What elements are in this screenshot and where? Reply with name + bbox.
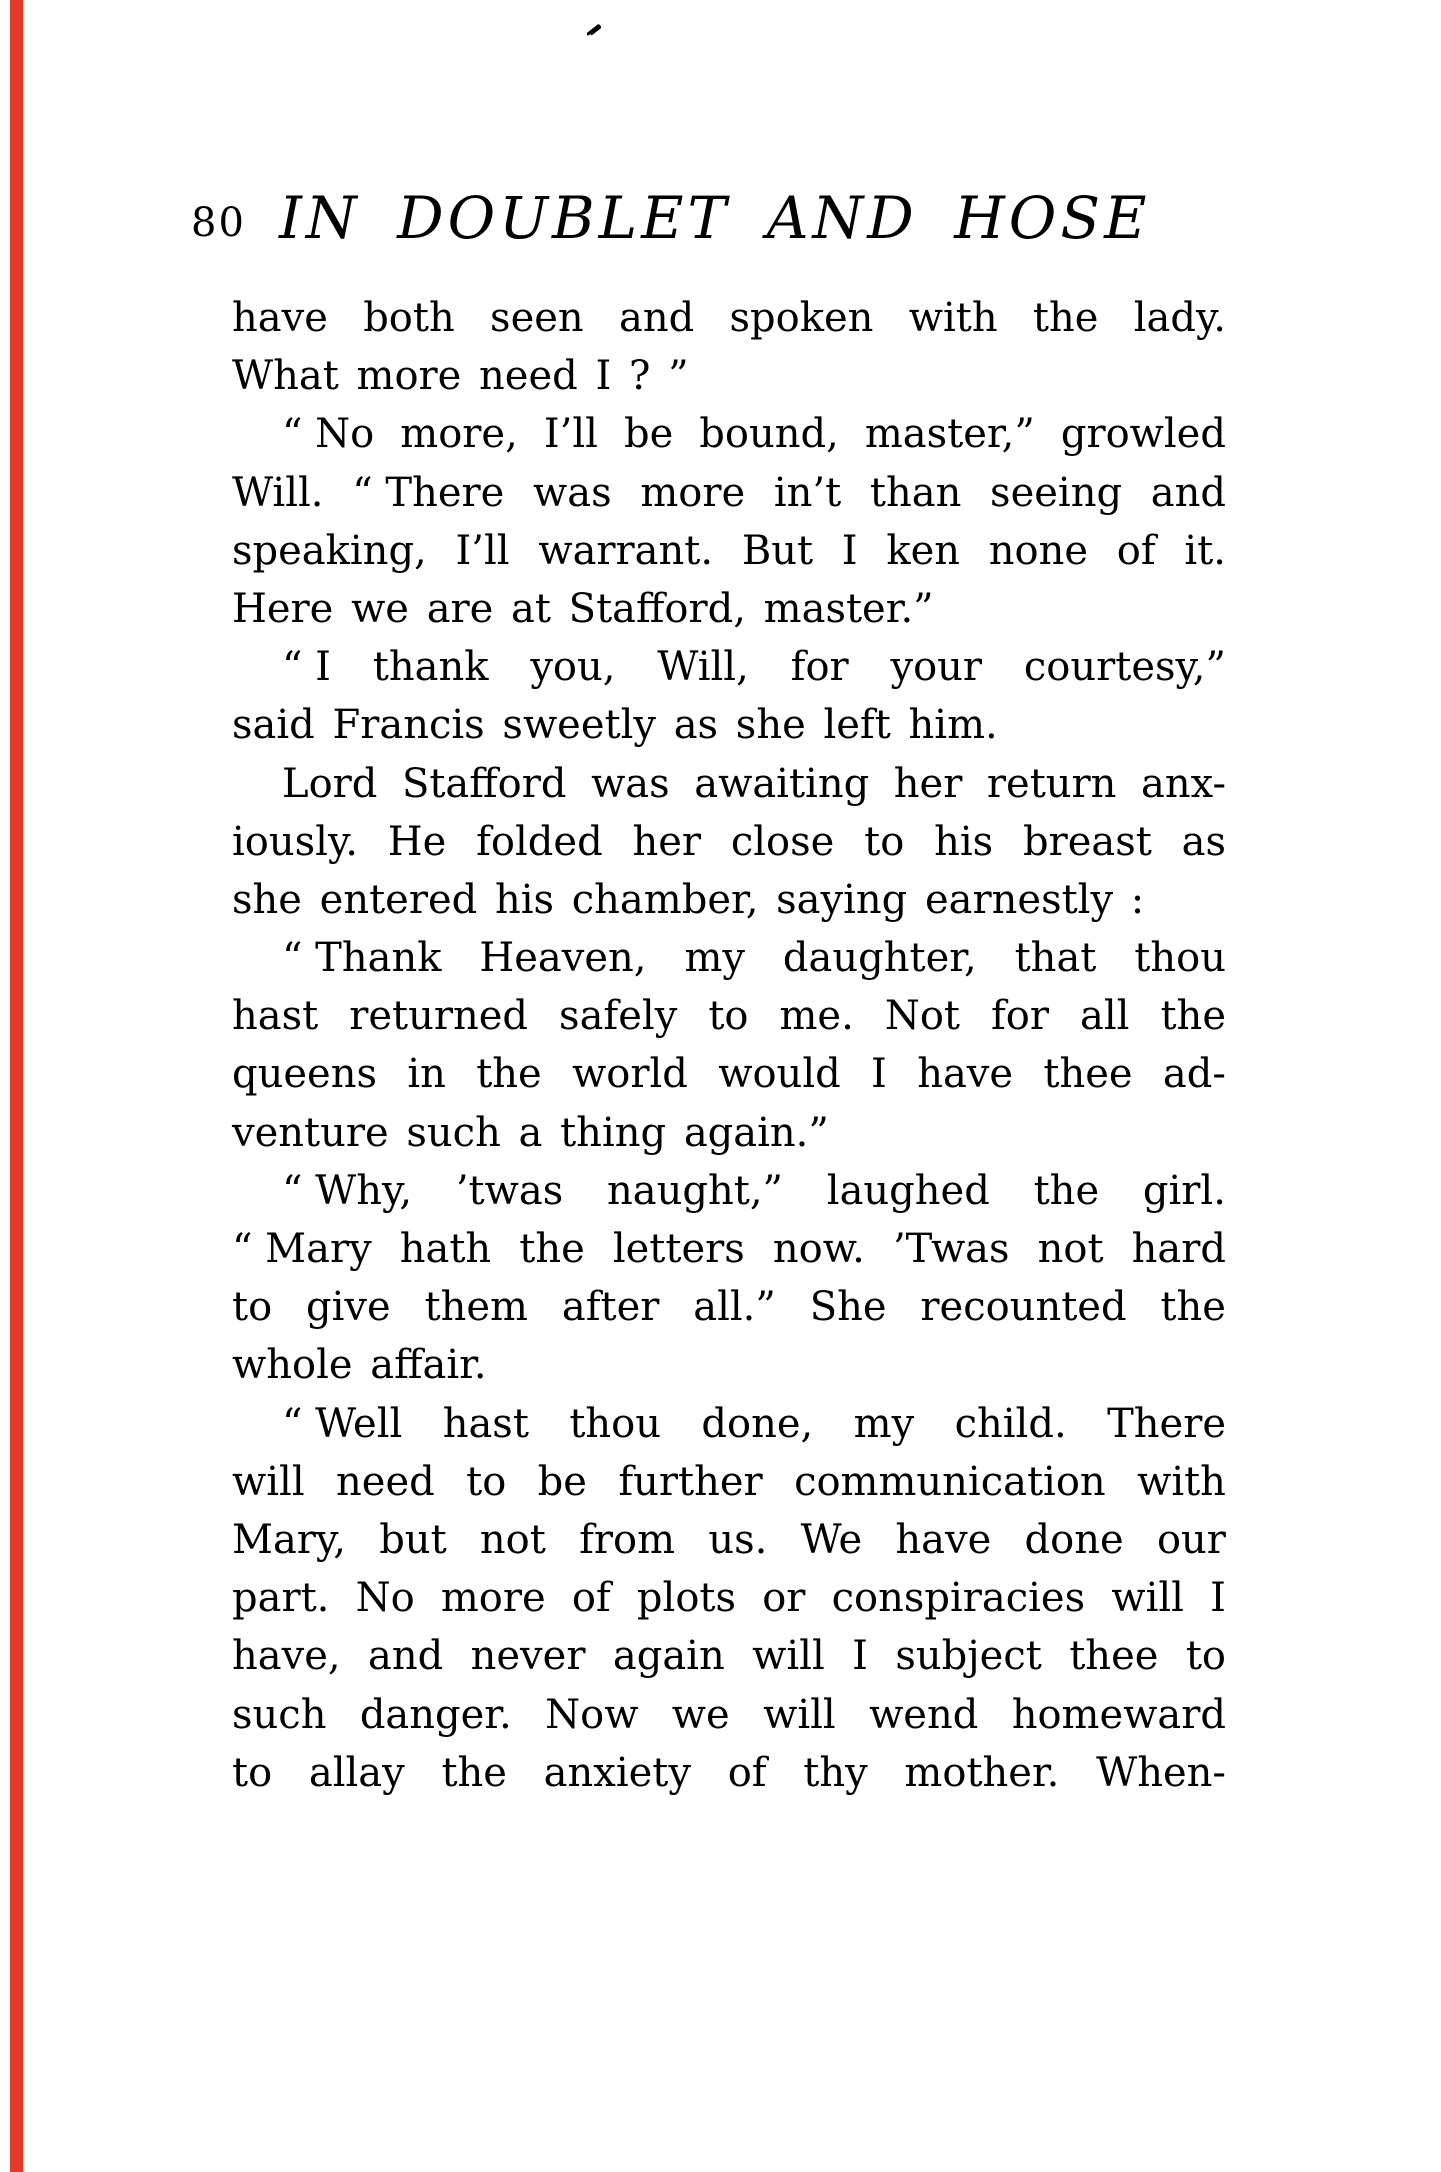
word: was	[591, 760, 670, 807]
ink-speck	[586, 24, 602, 38]
word: for	[991, 993, 1050, 1040]
word: ’Twas	[892, 1226, 1010, 1272]
word: lady.	[1133, 295, 1226, 341]
word: mother.	[904, 1749, 1060, 1796]
word: seen	[490, 295, 584, 341]
text-line	[232, 1569, 1226, 1627]
word: for	[790, 644, 849, 691]
word: and	[619, 295, 695, 341]
word: thou	[569, 1400, 661, 1447]
word: “ Why,	[282, 1167, 413, 1214]
text-line	[232, 289, 1226, 347]
word: “ I	[282, 644, 331, 691]
word: you,	[530, 644, 616, 691]
text-line	[232, 1744, 1226, 1802]
text-line	[232, 813, 1226, 871]
word: the	[1160, 993, 1226, 1040]
word: need	[336, 1458, 435, 1505]
word: thank	[372, 644, 489, 691]
word: but	[379, 1516, 447, 1563]
word: give	[306, 1284, 391, 1331]
word: awaiting	[694, 760, 870, 807]
text-line	[232, 1278, 1226, 1336]
word: further	[618, 1458, 763, 1505]
text-line: whole affair.	[232, 1342, 487, 1389]
word: again	[612, 1633, 725, 1680]
word: recounted	[920, 1284, 1127, 1331]
word: “ No	[282, 411, 375, 458]
word: or	[762, 1575, 806, 1622]
word: of	[1116, 527, 1156, 574]
word: will	[763, 1691, 836, 1738]
word: speaking,	[232, 527, 427, 574]
word: bound,	[699, 411, 839, 458]
text-line	[232, 1220, 1226, 1278]
word: plots	[636, 1575, 737, 1622]
text-line	[232, 1511, 1226, 1569]
word: not	[1037, 1226, 1104, 1272]
word: more,	[400, 411, 518, 458]
word: hast	[442, 1400, 529, 1447]
word: world	[572, 1051, 688, 1098]
text-line: venture such a thing again.”	[232, 1109, 829, 1156]
word: Heaven,	[479, 935, 647, 982]
word: return	[986, 760, 1117, 807]
word: that	[1014, 935, 1097, 982]
word: in	[407, 1051, 446, 1098]
word: all.”	[693, 1284, 776, 1331]
word: girl.	[1142, 1167, 1226, 1214]
word: her	[893, 760, 963, 807]
word: our	[1156, 1516, 1226, 1563]
running-title: IN DOUBLET AND HOSE	[279, 184, 1151, 252]
page-number: 80	[191, 200, 246, 246]
word: will	[752, 1633, 825, 1680]
word: thou	[1134, 935, 1226, 982]
word: When-	[1096, 1749, 1226, 1796]
text-line	[232, 1162, 1226, 1220]
word: folded	[476, 818, 603, 865]
word: have	[232, 295, 328, 341]
word: of	[727, 1749, 767, 1796]
text-line	[232, 755, 1226, 813]
word: than	[869, 469, 962, 516]
text-line	[232, 1045, 1226, 1103]
word: not	[479, 1516, 546, 1563]
word: I	[871, 1051, 887, 1098]
word: child.	[954, 1400, 1067, 1447]
word: safely	[559, 993, 678, 1040]
text-line	[232, 522, 1226, 580]
word: hard	[1131, 1226, 1226, 1272]
text-line	[232, 1686, 1226, 1744]
word: ken	[886, 527, 960, 574]
word: more	[640, 469, 746, 516]
word: “ There	[352, 469, 505, 516]
word: He	[387, 818, 447, 865]
text-line: she entered his chamber, saying earnestly :	[232, 876, 1145, 923]
word: I’ll	[455, 527, 510, 574]
word: Will,	[657, 644, 749, 691]
word: naught,”	[607, 1167, 783, 1214]
word: There	[1107, 1400, 1226, 1447]
word: done,	[701, 1400, 814, 1447]
word: to	[864, 818, 905, 865]
word: Will.	[232, 469, 324, 516]
word: We	[800, 1516, 863, 1563]
word: will	[232, 1458, 305, 1505]
word: the	[441, 1749, 507, 1796]
word: But	[741, 527, 814, 574]
word: hast	[232, 993, 319, 1040]
word: “ Mary	[232, 1226, 372, 1272]
word: courtesy,”	[1023, 644, 1226, 691]
text-line	[232, 464, 1226, 522]
word: I	[1210, 1575, 1226, 1622]
word: me.	[779, 993, 854, 1040]
word: thee	[1043, 1051, 1133, 1098]
word: Mary,	[232, 1516, 346, 1563]
text-line	[232, 1453, 1226, 1511]
word: never	[470, 1633, 586, 1680]
word: none	[988, 527, 1089, 574]
word: would	[718, 1051, 841, 1098]
word: ’twas	[455, 1167, 564, 1214]
word: iously.	[232, 818, 358, 865]
word: to	[1185, 1633, 1226, 1680]
word: seeing	[990, 469, 1123, 516]
word: the	[1032, 295, 1099, 341]
word: “ Well	[282, 1400, 403, 1447]
word: his	[934, 818, 994, 865]
word: breast	[1022, 818, 1152, 865]
word: daughter,	[782, 935, 977, 982]
word: ad-	[1162, 1051, 1226, 1098]
text-line	[232, 405, 1226, 463]
word: be	[623, 411, 674, 458]
word: danger.	[359, 1691, 512, 1738]
text-line	[232, 638, 1226, 696]
word: be	[537, 1458, 587, 1505]
word: her	[632, 818, 702, 865]
word: done	[1024, 1516, 1124, 1563]
word: subject	[895, 1633, 1042, 1680]
word: letters	[612, 1226, 745, 1272]
word: have	[895, 1516, 992, 1563]
word: all	[1080, 993, 1130, 1040]
word: the	[1033, 1167, 1100, 1214]
text-body	[232, 289, 1226, 1802]
word: have	[917, 1051, 1014, 1098]
word: anx-	[1140, 760, 1226, 807]
word: returned	[349, 993, 529, 1040]
text-line: Here we are at Stafford, master.”	[232, 585, 934, 632]
word: in’t	[773, 469, 842, 516]
word: conspiracies	[831, 1575, 1086, 1622]
word: it.	[1184, 527, 1226, 574]
word: I	[841, 527, 858, 574]
word: close	[730, 818, 835, 865]
word: them	[424, 1284, 528, 1331]
word: with	[908, 295, 998, 341]
word: with	[1137, 1458, 1226, 1505]
text-line	[232, 929, 1226, 987]
word: spoken	[729, 295, 874, 341]
word: now.	[772, 1226, 865, 1272]
word: and	[1150, 469, 1226, 516]
word: master,”	[864, 411, 1035, 458]
word: queens	[232, 1051, 377, 1098]
word: laughed	[826, 1167, 990, 1214]
word: I’ll	[543, 411, 598, 458]
word: the	[476, 1051, 542, 1098]
word: my	[684, 935, 745, 982]
word: and	[368, 1633, 444, 1680]
word: from	[579, 1516, 676, 1563]
word: to	[232, 1284, 273, 1331]
word: to	[466, 1458, 507, 1505]
text-line	[232, 987, 1226, 1045]
word: was	[533, 469, 612, 516]
word: as	[1181, 818, 1226, 865]
word: such	[232, 1691, 327, 1738]
word: Now	[545, 1691, 639, 1738]
word: we	[671, 1691, 730, 1738]
word: homeward	[1011, 1691, 1226, 1738]
word: both	[363, 295, 455, 341]
text-line	[232, 1627, 1226, 1685]
word: the	[519, 1226, 585, 1272]
text-line	[232, 1395, 1226, 1453]
word: Lord	[282, 760, 378, 807]
word: wend	[869, 1691, 979, 1738]
word: She	[809, 1284, 887, 1331]
red-edge-stripe	[10, 0, 23, 2172]
word: No	[355, 1575, 415, 1622]
word: us.	[708, 1516, 768, 1563]
word: my	[853, 1400, 915, 1447]
word: warrant.	[538, 527, 714, 574]
word: more	[440, 1575, 546, 1622]
word: have,	[232, 1633, 341, 1680]
word: Not	[884, 993, 960, 1040]
word: after	[561, 1284, 660, 1331]
text-line: said Francis sweetly as she left him.	[232, 702, 998, 749]
word: will	[1111, 1575, 1184, 1622]
word: of	[571, 1575, 611, 1622]
text-line: What more need I ? ”	[232, 353, 689, 400]
word: thy	[803, 1749, 868, 1796]
word: growled	[1060, 411, 1226, 458]
word: part.	[232, 1575, 330, 1622]
word: allay	[308, 1749, 405, 1796]
word: the	[1160, 1284, 1226, 1331]
word: hath	[399, 1226, 492, 1272]
word: anxiety	[543, 1749, 691, 1796]
word: communication	[794, 1458, 1106, 1505]
word: to	[232, 1749, 273, 1796]
word: thee	[1069, 1633, 1159, 1680]
word: I	[852, 1633, 868, 1680]
word: to	[708, 993, 749, 1040]
word: Stafford	[401, 760, 567, 807]
word: “ Thank	[282, 935, 442, 982]
word: your	[890, 644, 983, 691]
